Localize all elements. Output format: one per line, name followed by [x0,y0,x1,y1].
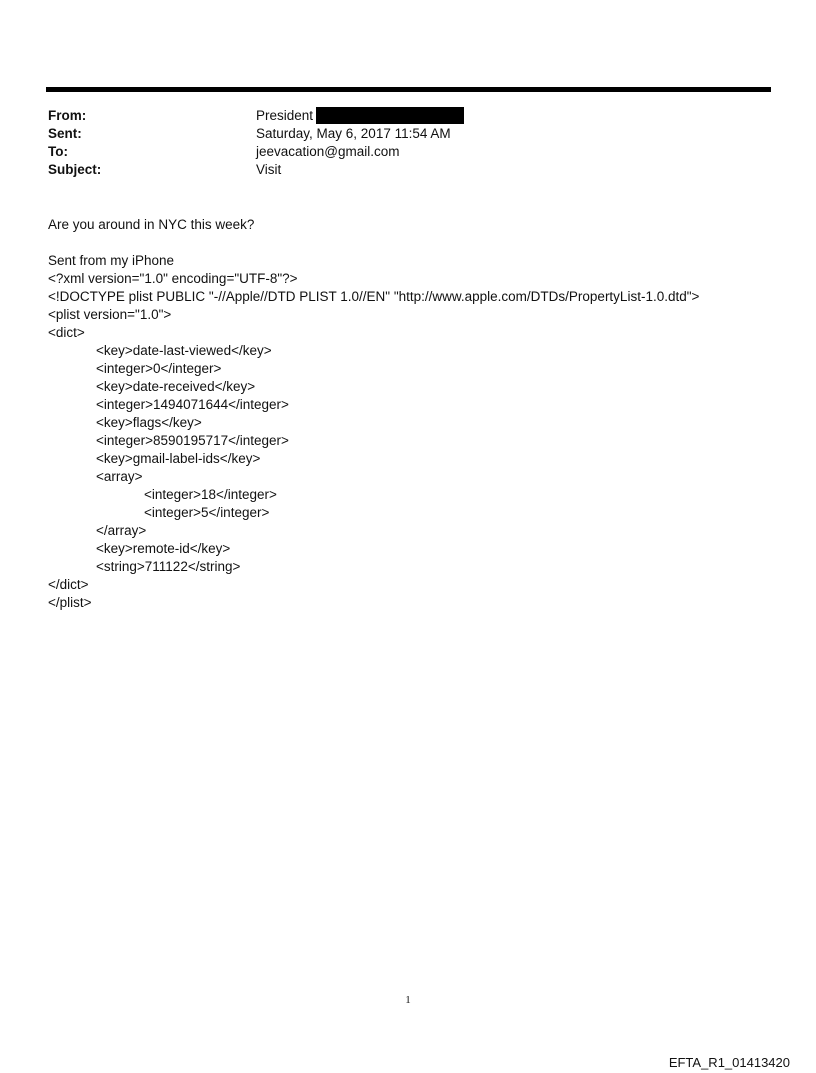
sent-row [48,125,748,143]
plist-line: </array> [96,523,147,538]
from-value [256,107,748,125]
bates-number: EFTA_R1_01413420 [668,1055,790,1070]
plist-line: <array> [96,469,143,484]
message-text: Are you around in NYC this week? [48,217,255,232]
email-body [48,216,788,612]
plist-line: <integer>1494071644</integer> [96,397,289,412]
plist-line: </plist> [48,595,92,610]
page-number: 1 [405,994,411,1006]
sent-value: Saturday, May 6, 2017 11:54 AM [256,126,451,141]
plist-line: <!DOCTYPE plist PUBLIC "-//Apple//DTD PLIST 1.0//EN" "http://www.apple.com/DTDs/PropertyList-1.0.dtd"> [48,289,700,304]
plist-line: <key>date-received</key> [96,379,256,394]
subject-row [48,161,748,179]
plist-line: <plist version="1.0"> [48,307,172,322]
plist-line: <key>date-last-viewed</key> [96,343,272,358]
from-row [48,107,748,125]
blank-line [48,234,788,252]
from-label: From: [48,108,87,123]
plist-line: <key>remote-id</key> [96,541,231,556]
header-divider [46,87,771,92]
email-header [48,107,748,179]
plist-line: <integer>8590195717</integer> [96,433,289,448]
to-label: To: [48,144,68,159]
plist-line: <key>flags</key> [96,415,202,430]
plist-line: <integer>5</integer> [144,505,270,520]
plist-line: <?xml version="1.0" encoding="UTF-8"?> [48,271,298,286]
from-name: President [256,108,314,123]
to-row [48,143,748,161]
subject-value: Visit [256,162,282,177]
plist-line: <key>gmail-label-ids</key> [96,451,261,466]
sent-label: Sent: [48,126,82,141]
plist-line: <integer>18</integer> [144,487,277,502]
signature-text: Sent from my iPhone [48,253,175,268]
plist-line: <dict> [48,325,85,340]
to-value: jeevacation@gmail.com [256,144,400,159]
subject-label: Subject: [48,162,102,177]
plist-line: <integer>0</integer> [96,361,222,376]
plist-line: <string>711122</string> [96,559,241,574]
plist-line: </dict> [48,577,89,592]
redaction-block [316,107,464,124]
